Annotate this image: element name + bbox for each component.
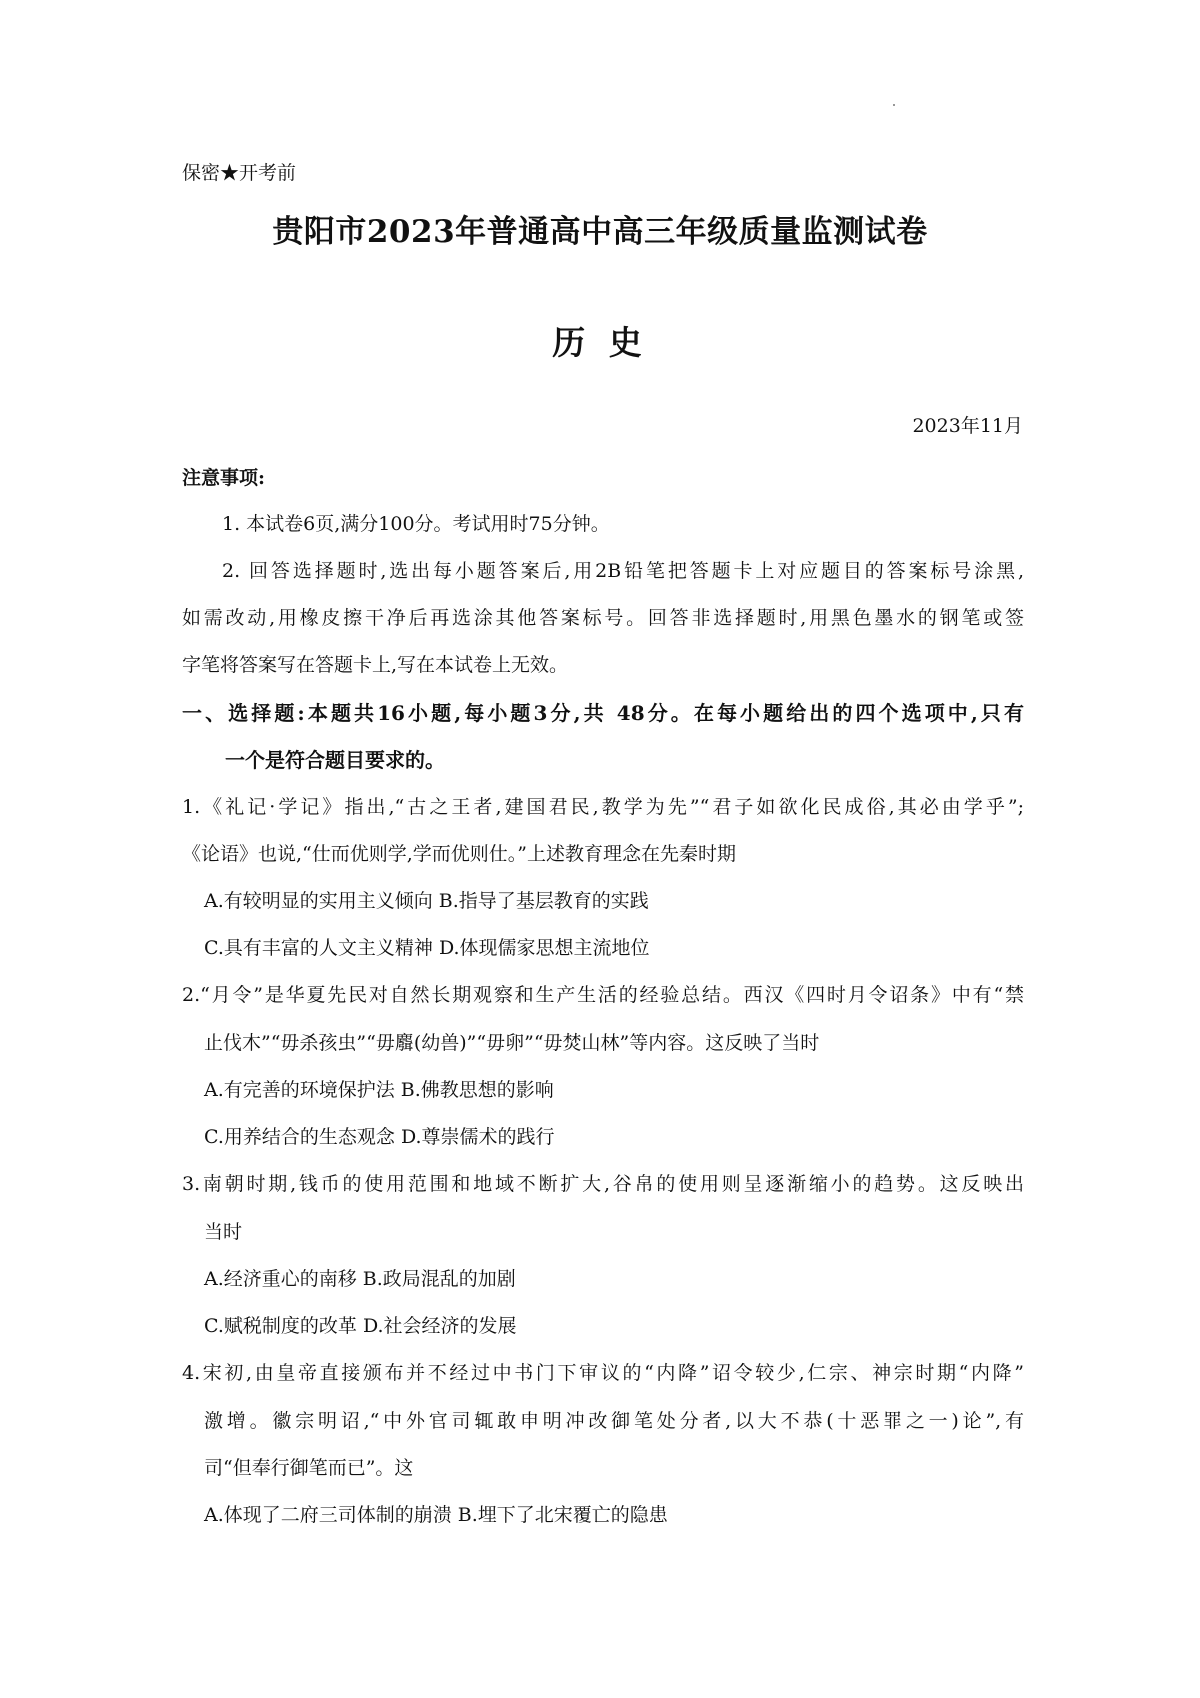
question-3-options: C.赋税制度的改革 D.社会经济的发展 (204, 1315, 517, 1337)
question-3-stem: 当时 (204, 1221, 243, 1243)
notes-heading: 注意事项: (182, 467, 266, 489)
confidential-label: 保密★开考前 (182, 162, 297, 184)
section-heading: 一、选择题:本题共16小题,每小题3分,共 48分。在每小题给出的四个选项中,只有 (182, 701, 1024, 725)
question-1-options: A.有较明显的实用主义倾向 B.指导了基层教育的实践 (204, 890, 649, 912)
note-item: 字笔将答案写在答题卡上,写在本试卷上无效。 (182, 654, 569, 676)
question-2-options: A.有完善的环境保护法 B.佛教思想的影响 (204, 1079, 554, 1101)
question-4-stem: 司“但奉行御笔而已”。这 (204, 1457, 414, 1479)
section-heading-cont: 一个是符合题目要求的。 (225, 748, 445, 772)
note-item: 如需改动,用橡皮擦干净后再选涂其他答案标号。回答非选择题时,用黑色墨水的钢笔或签 (182, 607, 1024, 629)
exam-title: 贵阳市2023年普通高中高三年级质量监测试卷 (272, 214, 928, 250)
question-1-stem: 《论语》也说,“仕而优则学,学而优则仕。”上述教育理念在先秦时期 (182, 843, 737, 865)
question-2-stem: 2.“月令”是华夏先民对自然长期观察和生产生活的经验总结。西汉《四时月令诏条》中有“禁 (182, 984, 1024, 1006)
question-4-stem: 激增。徽宗明诏,“中外官司辄敢申明冲改御笔处分者,以大不恭(十恶罪之一)论”,有 (204, 1410, 1024, 1432)
question-3-stem: 3.南朝时期,钱币的使用范围和地域不断扩大,谷帛的使用则呈逐渐缩小的趋势。这反映出 (182, 1173, 1024, 1195)
question-4-options: A.体现了二府三司体制的崩溃 B.埋下了北宋覆亡的隐患 (204, 1504, 668, 1526)
question-1-options: C.具有丰富的人文主义精神 D.体现儒家思想主流地位 (204, 937, 650, 959)
question-2-stem: 止伐木”“毋杀孩虫”“毋麛(幼兽)”“毋卵”“毋焚山林”等内容。这反映了当时 (204, 1032, 820, 1054)
question-3-options: A.经济重心的南移 B.政局混乱的加剧 (204, 1268, 516, 1290)
question-1-stem: 1.《礼记·学记》指出,“古之王者,建国君民,教学为先”“君子如欲化民成俗,其必由学乎”; (182, 796, 1024, 818)
exam-date: 2023年11月 (912, 415, 1023, 437)
note-item: 1. 本试卷6页,满分100分。考试用时75分钟。 (222, 513, 610, 535)
question-2-options: C.用养结合的生态观念 D.尊崇儒术的践行 (204, 1126, 555, 1148)
scan-speck (893, 104, 895, 106)
note-item: 2. 回答选择题时,选出每小题答案后,用2B铅笔把答题卡上对应题目的答案标号涂黑, (222, 560, 1024, 582)
question-4-stem: 4.宋初,由皇帝直接颁布并不经过中书门下审议的“内降”诏令较少,仁宗、神宗时期“内降” (182, 1362, 1024, 1384)
subject-title: 历 史 (552, 323, 648, 362)
